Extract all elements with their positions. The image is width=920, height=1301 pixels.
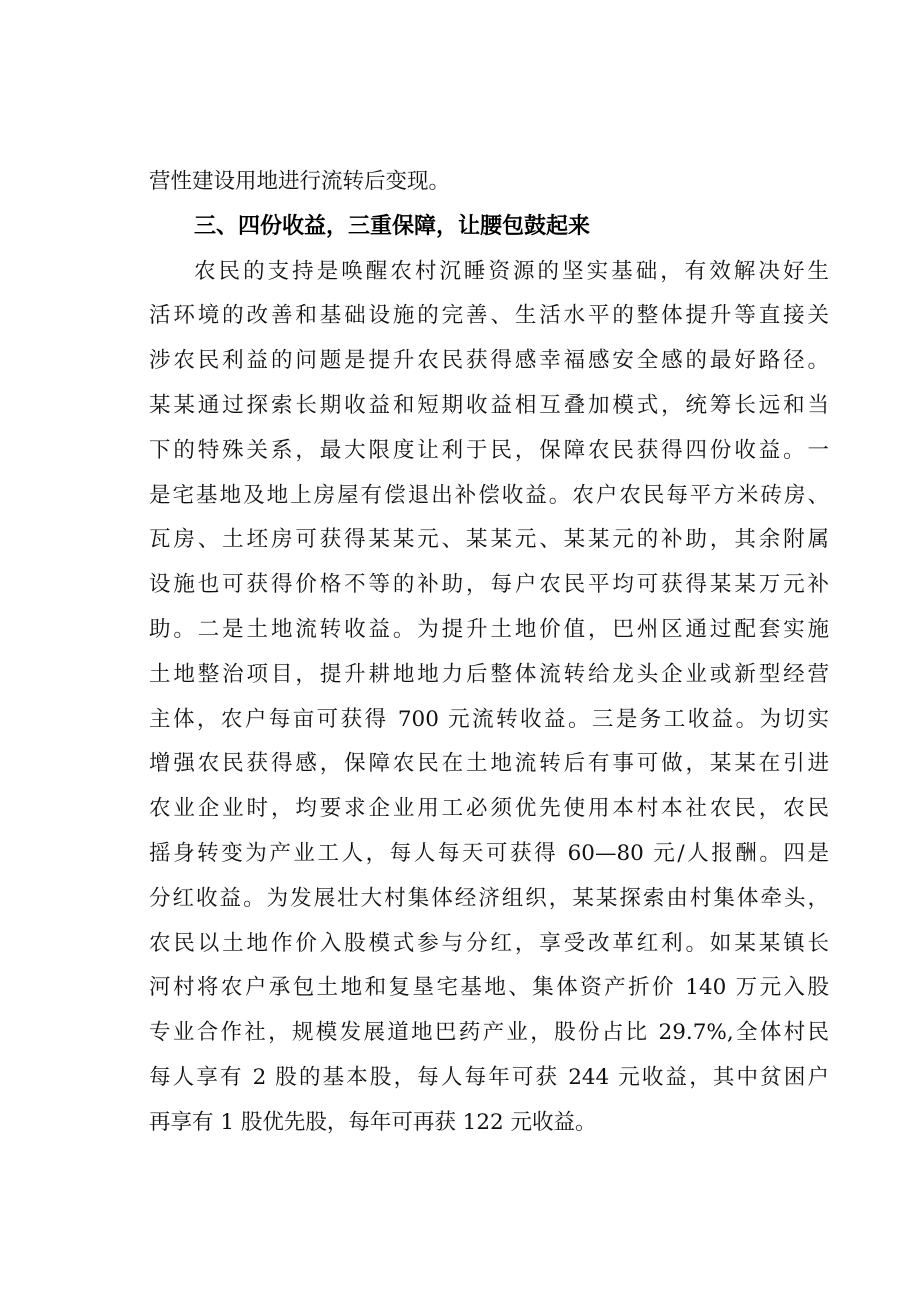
continuation-line: 营性建设用地进行流转后变现。 — [149, 169, 451, 194]
paragraph-line: 助。二是土地流转收益。为提升土地价值，巴州区通过配套实施 — [149, 616, 829, 642]
paragraph-line: 农业企业时，均要求企业用工必须优先使用本村本社农民，农民 — [149, 796, 829, 822]
paragraph-line: 是宅基地及地上房屋有偿退出补偿收益。农户农民每平方米砖房、 — [149, 482, 829, 508]
paragraph-line: 再享有 1 股优先股，每年可再获 122 元收益。 — [149, 1109, 597, 1135]
paragraph-line: 每人享有 2 股的基本股，每人每年可获 244 元收益，其中贫困户 — [149, 1064, 829, 1090]
paragraph-line: 农民以土地作价入股模式参与分红，享受改革红利。如某某镇长 — [149, 930, 829, 956]
paragraph-line: 活环境的改善和基础设施的完善、生活水平的整体提升等直接关 — [149, 303, 829, 329]
paragraph-line: 涉农民利益的问题是提升农民获得感幸福感安全感的最好路径。 — [149, 348, 829, 374]
section-heading: 三、四份收益，三重保障，让腰包鼓起来 — [194, 213, 591, 239]
paragraph-line: 某某通过探索长期收益和短期收益相互叠加模式，统筹长远和当 — [149, 392, 829, 418]
paragraph-line: 摇身转变为产业工人，每人每天可获得 60—80 元/人报酬。四是 — [149, 840, 829, 866]
paragraph-line: 土地整治项目，提升耕地地力后整体流转给龙头企业或新型经营 — [149, 661, 829, 687]
paragraph-line: 主体，农户每亩可获得 700 元流转收益。三是务工收益。为切实 — [149, 706, 829, 732]
paragraph-line: 设施也可获得价格不等的补助，每户农民平均可获得某某万元补 — [149, 572, 829, 598]
paragraph-line: 专业合作社，规模发展道地巴药产业，股份占比 29.7%,全体村民 — [149, 1020, 829, 1046]
paragraph-line: 河村将农户承包土地和复垦宅基地、集体资产折价 140 万元入股 — [149, 975, 829, 1001]
paragraph-line: 农民的支持是唤醒农村沉睡资源的坚实基础，有效解决好生 — [194, 258, 829, 284]
body-paragraph — [149, 250, 829, 1146]
paragraph-line: 瓦房、土坯房可获得某某元、某某元、某某元的补助，其余附属 — [149, 527, 829, 553]
paragraph-line: 下的特殊关系，最大限度让利于民，保障农民获得四份收益。一 — [149, 437, 829, 463]
paragraph-line: 分红收益。为发展壮大村集体经济组织，某某探索由村集体牵头， — [149, 885, 829, 911]
paragraph-line: 增强农民获得感，保障农民在土地流转后有事可做，某某在引进 — [149, 751, 829, 777]
document-body — [149, 160, 829, 1146]
